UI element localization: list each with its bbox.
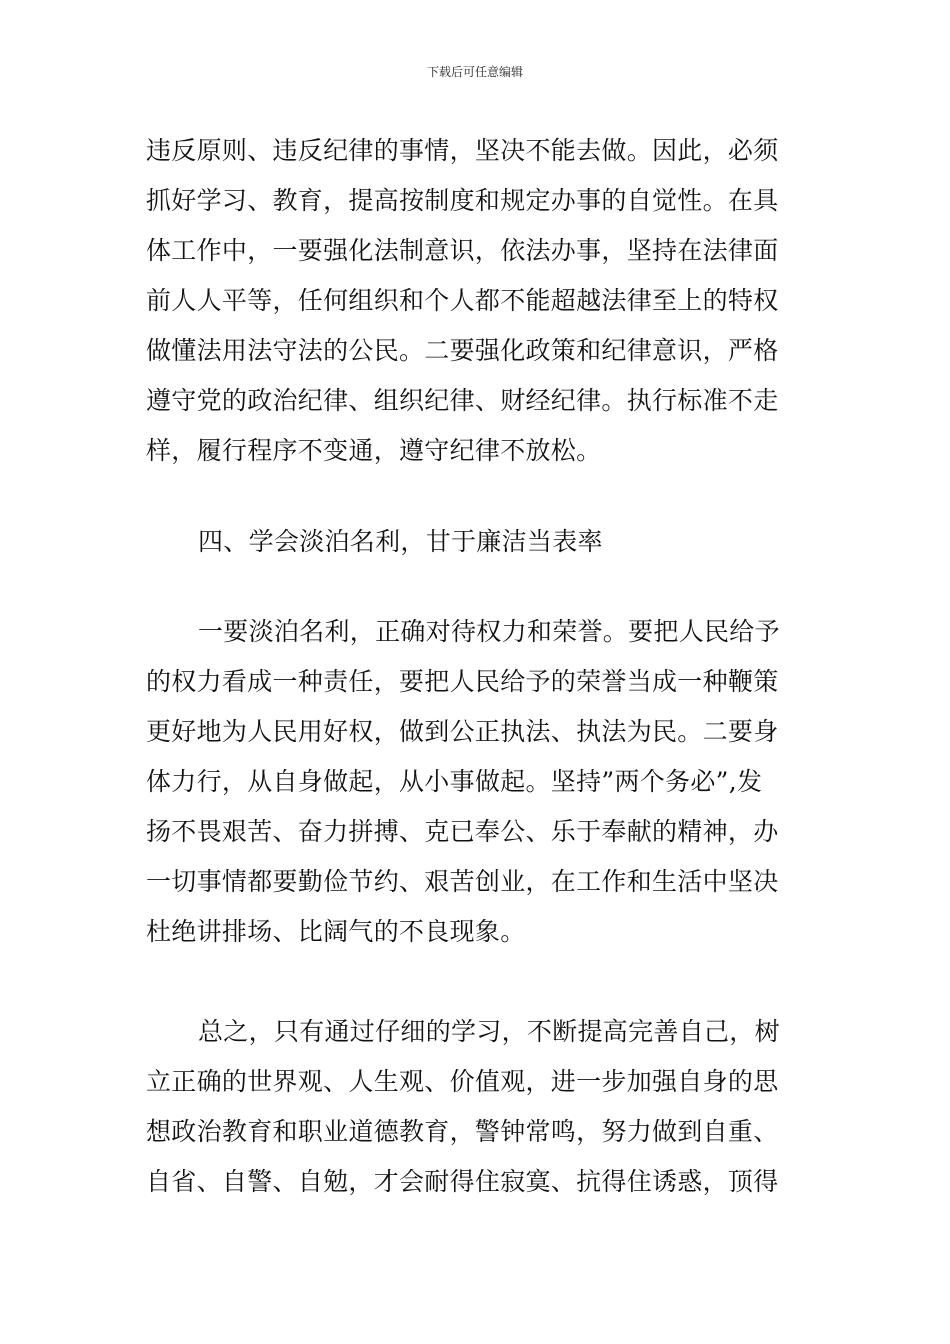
section-heading: 四、学会淡泊名利，甘于廉洁当表率: [198, 527, 603, 556]
paragraph-line: 前人人平等，任何组织和个人都不能超越法律至上的特权: [146, 286, 779, 315]
paragraph-line: 体工作中，一要强化法制意识，依法办事，坚持在法律面: [146, 236, 779, 265]
document-body: [146, 126, 808, 1207]
paragraph-line: 样，履行程序不变通，遵守纪律不放松。: [146, 436, 602, 465]
paragraph-line: 抓好学习、教育，提高按制度和规定办事的自觉性。在具: [146, 186, 779, 215]
paragraph-line: 扬不畏艰苦、奋力拼搏、克已奉公、乐于奉献的精神，办: [146, 817, 779, 846]
paragraph-line: 杜绝讲排场、比阔气的不良现象。: [146, 917, 526, 946]
paragraph-line: 更好地为人民用好权，做到公正执法、执法为民。二要身: [146, 717, 779, 746]
paragraph-line: 一切事情都要勤俭节约、艰苦创业，在工作和生活中坚决: [146, 867, 779, 896]
paragraph-line: 遵守党的政治纪律、组织纪律、财经纪律。执行标准不走: [146, 386, 779, 415]
paragraph-line: 体力行，从自身做起，从小事做起。坚持”两个务必”,发: [146, 767, 763, 796]
paragraph-line: 一要淡泊名利，正确对待权力和荣誉。要把人民给予: [198, 617, 780, 646]
paragraph-line: 总之，只有通过仔细的学习，不断提高完善自己，树: [198, 1017, 780, 1046]
paragraph-2: [146, 607, 808, 957]
paragraph-spacer: [146, 567, 808, 607]
paragraph-line: 做懂法用法守法的公民。二要强化政策和纪律意识，严格: [146, 336, 779, 365]
paragraph-line: 立正确的世界观、人生观、价值观，进一步加强自身的思: [146, 1067, 779, 1096]
paragraph-line: 自省、自警、自勉，才会耐得住寂寞、抗得住诱惑，顶得: [146, 1167, 779, 1196]
paragraph-line: 违反原则、违反纪律的事情，坚决不能去做。因此，必须: [146, 136, 779, 165]
paragraph-spacer: [146, 957, 808, 1007]
paragraph-3: [146, 1007, 808, 1207]
paragraph-1: [146, 126, 808, 476]
paragraph-line: 想政治教育和职业道德教育，警钟常鸣，努力做到自重、: [146, 1117, 779, 1146]
paragraph-spacer: [146, 476, 808, 517]
page-header: 下载后可任意编辑: [426, 65, 523, 79]
paragraph-line: 的权力看成一种责任，要把人民给予的荣誉当成一种鞭策: [146, 667, 779, 696]
